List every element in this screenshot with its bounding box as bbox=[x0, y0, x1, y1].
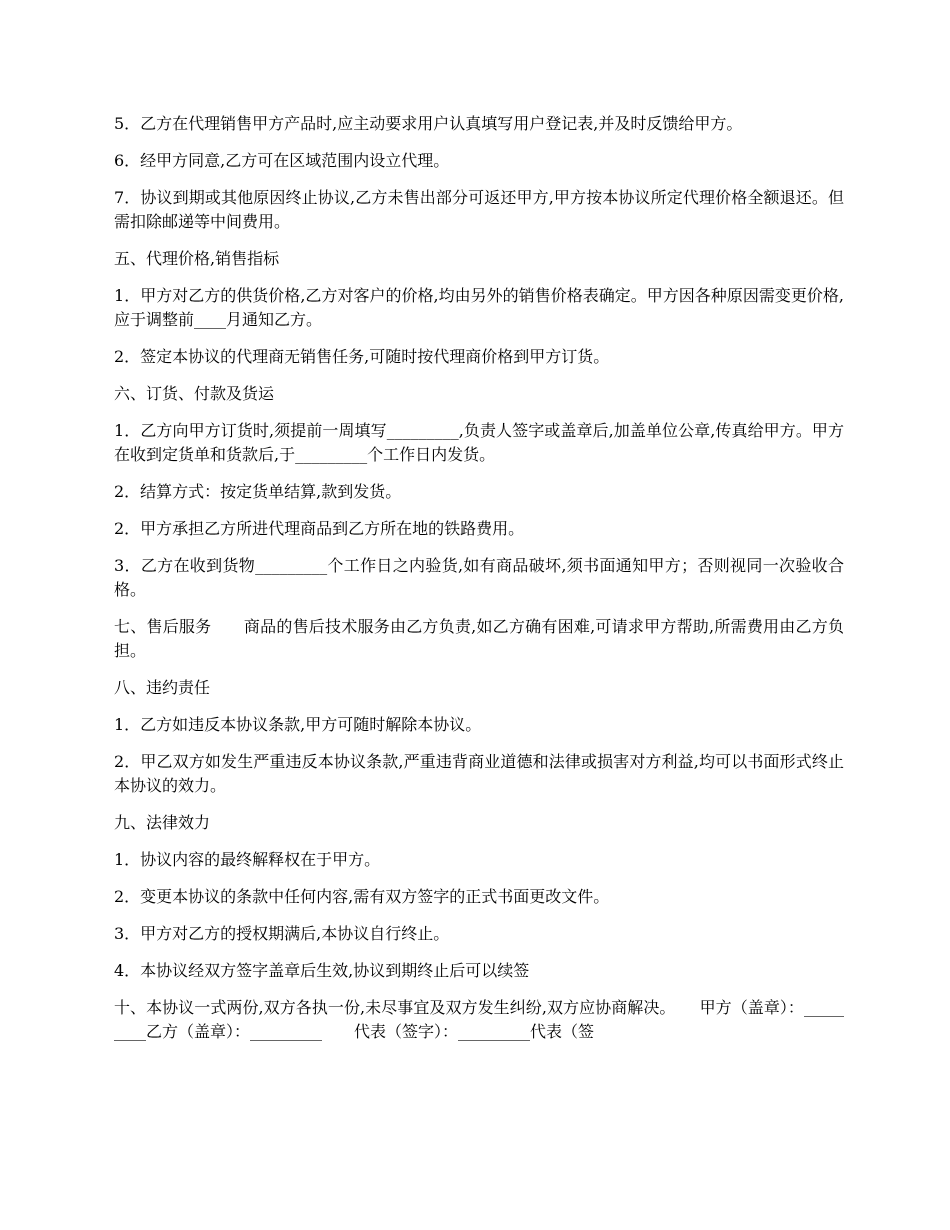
section-8-heading: 八、违约责任 bbox=[114, 678, 211, 697]
section-8-clause-2: 2．甲乙双方如发生严重违反本协议条款,严重违背商业道德和法律或损害对方利益,均可以书面形式终止本协议的效力。 bbox=[114, 752, 844, 795]
section-8-clause-1: 1．乙方如违反本协议条款,甲方可随时解除本协议。 bbox=[114, 715, 482, 734]
clause-6-paragraph: 6．经甲方同意,乙方可在区域范围内设立代理。 bbox=[114, 151, 450, 170]
section-6-heading: 六、订货、付款及货运 bbox=[114, 384, 275, 403]
section-9-clause-3: 3．甲方对乙方的授权期满后,本协议自行终止。 bbox=[114, 924, 450, 943]
section-5-clause-1: 1．甲方对乙方的供货价格,乙方对客户的价格,均由另外的销售价格表确定。甲方因各种原因需变更价格,应于调整前____月通知乙方。 bbox=[114, 286, 844, 329]
section-9-clause-2: 2．变更本协议的条款中任何内容,需有双方签字的正式书面更改文件。 bbox=[114, 887, 610, 906]
section-6-clause-3: 3．乙方在收到货物_________个工作日之内验货,如有商品破坏,须书面通知甲方；否则视同一次验收合格。 bbox=[114, 556, 844, 599]
section-5-clause-2: 2．签定本协议的代理商无销售任务,可随时按代理商价格到甲方订货。 bbox=[114, 347, 610, 366]
section-6-clause-2b: 2．甲方承担乙方所进代理商品到乙方所在地的铁路费用。 bbox=[114, 519, 525, 538]
document-body bbox=[114, 112, 844, 1057]
section-9-clause-4: 4．本协议经双方签字盖章后生效,协议到期终止后可以续签 bbox=[114, 961, 530, 980]
section-6-clause-1: 1．乙方向甲方订货时,须提前一周填写_________,负责人签字或盖章后,加盖单位公章,传真给甲方。甲方在收到定货单和货款后,于_________个工作日内发货。 bbox=[114, 421, 844, 464]
clause-7-paragraph: 7．协议到期或其他原因终止协议,乙方未售出部分可返还甲方,甲方按本协议所定代理价格全额退还。但需扣除邮递等中间费用。 bbox=[114, 188, 844, 231]
section-6-clause-2a: 2．结算方式：按定货单结算,款到发货。 bbox=[114, 482, 402, 501]
section-9-clause-1: 1．协议内容的最终解释权在于甲方。 bbox=[114, 850, 381, 869]
clause-5-paragraph: 5．乙方在代理销售甲方产品时,应主动要求用户认真填写用户登记表,并及时反馈给甲方。 bbox=[114, 114, 743, 133]
section-7-paragraph: 七、售后服务 商品的售后技术服务由乙方负责,如乙方确有困难,可请求甲方帮助,所需费用由乙方负担。 bbox=[114, 617, 844, 660]
section-9-heading: 九、法律效力 bbox=[114, 813, 211, 832]
section-5-heading: 五、代理价格,销售指标 bbox=[114, 249, 280, 268]
section-10-signature-paragraph: 十、本协议一式两份,双方各执一份,未尽事宜及双方发生纠纷,双方应协商解决。 甲方（盖章）：_________乙方（盖章）：_________ 代表（签字）：_________代表（签 bbox=[114, 998, 844, 1041]
